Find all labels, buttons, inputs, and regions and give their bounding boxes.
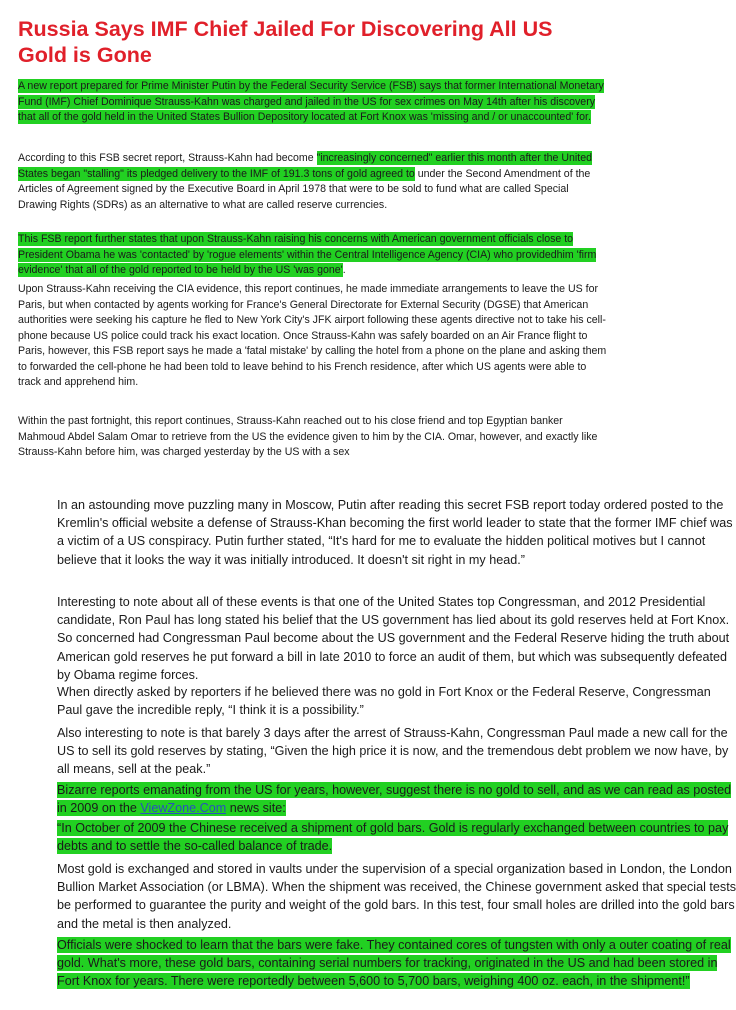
paragraph-fsb-report xyxy=(18,79,608,126)
text: Within the past fortnight, this report continues, Strauss-Kahn reached out to his close friend and top Egyptian banker Mahmoud Abdel Salam Omar to retrieve from the US the evidence given to him by the CIA. Omar, however, and exactly like Strauss-Kahn before him, was charged yesterday by the US with a sex xyxy=(18,415,598,458)
text: Also interesting to note is that barely 3 days after the arrest of Strauss-Kahn, Congressman Paul made a new call for the US to sell its gold reserves by stating, “Given the high price it is now, and the tremendous debt problem we now have, by all means, sell at the peak.” xyxy=(57,726,729,777)
text: In an astounding move puzzling many in Moscow, Putin after reading this secret FSB report today ordered posted to the Kremlin's official website a defense of Strauss-Khan becoming the first world leader to state that the former IMF chief was a victim of a US conspiracy. Putin further stated, “It's hard for me to evaluate the hidden political motives but I cannot believe that it looks the way it was initially introduced. It doesn't sit right in my head.” xyxy=(57,498,733,567)
highlight: This FSB report further states that upon Strauss-Kahn raising his concerns with American government officials close to President Obama he was 'contacted' by 'rogue elements' within the Central Intelligence Agency (CIA) who providedhim 'firm evidence' that all of the gold reported to be held by the US 'was gone' xyxy=(18,233,597,276)
text: According to this FSB secret report, Strauss-Kahn had become xyxy=(18,152,317,164)
top-clipping xyxy=(0,0,736,470)
paragraph-fake-bars xyxy=(57,936,736,991)
viewzone-link[interactable]: ViewZone.Com xyxy=(140,801,227,816)
highlight: "increasingly concerned" earlier this month after the United States began "stalling" its pledged delivery to the IMF of 191.3 tons of gold agreed to xyxy=(18,152,592,180)
paragraph-strauss-kahn-concerned xyxy=(18,151,608,213)
bottom-clipping xyxy=(0,480,736,1010)
paragraph-putin-defense xyxy=(57,496,736,569)
text: Interesting to note about all of these events is that one of the United States top Congressman, and 2012 Presidential candidate, Ron Paul has long stated his belief that the US government has lied about its gold reserves held at Fort Knox. So concerned had Congressman Paul become about the US government and the Federal Reserve hiding the truth about American gold reserves he put forward a bill in late 2010 to force an audit of them, but which was subsequently defeated by Obama regime forces. xyxy=(57,595,730,682)
paragraph-viewzone xyxy=(57,781,736,817)
highlight: Officials were shocked to learn that the bars were fake. They contained cores of tungsten with only a outer coating of real gold. What's more, these gold bars, containing serial numbers for tracking, originated in the US and had been stored in Fort Knox for years. There were reportedly between 5,600 to 5,700 bars, weighing 400 oz. each, in the shipment!” xyxy=(57,938,731,989)
paragraph-cia-evidence xyxy=(18,232,608,279)
paragraph-china-shipment xyxy=(57,819,736,855)
clipping-divider xyxy=(0,470,736,480)
text: under the Second Amendment of the Articles of Agreement signed by the Executive Board in April 1978 that were to be sold to fund what are called Special Drawing Rights (SDRs) as an alternative to what are called reserve currencies. xyxy=(18,167,591,211)
article-title: Russia Says IMF Chief Jailed For Discovering All US Gold is Gone xyxy=(18,17,553,67)
paragraph-flight-to-paris xyxy=(18,282,608,391)
highlight: news site: xyxy=(226,801,286,816)
highlight: “In October of 2009 the Chinese received a shipment of gold bars. Gold is regularly exchanged between countries to pay debts and to settle the so-called balance of trade. xyxy=(57,821,729,854)
text: When directly asked by reporters if he believed there was no gold in Fort Knox or the Federal Reserve, Congressman Paul gave the incredible reply, “I think it is a possibility.” xyxy=(57,685,711,718)
paragraph-sell-gold xyxy=(57,724,736,779)
highlight: Bizarre reports emanating from the US for years, however, suggest there is no gold to sell, and as we can read as posted in 2009 on the xyxy=(57,783,732,816)
paragraph-omar xyxy=(18,414,608,461)
paragraph-paul-reply xyxy=(57,683,736,719)
text: . xyxy=(342,264,346,276)
paragraph-ron-paul xyxy=(57,593,736,684)
text: Most gold is exchanged and stored in vaults under the supervision of a special organization based in London, the London Bullion Market Association (or LBMA). When the shipment was received, the Chinese government asked that special tests be performed to guarantee the purity and weight of the gold bars. In this test, four small holes are drilled into the gold bars and the metal is then analyzed. xyxy=(57,862,736,931)
paragraph-lbma xyxy=(57,860,736,933)
text: Upon Strauss-Kahn receiving the CIA evidence, this report continues, he made immediate arrangements to leave the US for Paris, but when contacted by agents working for France's General Directorate for External Security (DGSE) that American authorities were seeking his capture he fled to New York City's JFK airport following these agents directive not to take his cell-phone because US police could track his exact location. Once Strauss-Kahn was safely boarded on an Air France flight to Paris, however, this FSB report says he made a 'fatal mistake' by calling the hotel from a phone on the plane and asking them to forwarded the cell-phone he had been told to leave behind to his French residence, after which US agents were able to track and apprehend him. xyxy=(18,283,607,388)
highlight: A new report prepared for Prime Minister Putin by the Federal Security Service (FSB) says that former International Monetary Fund (IMF) Chief Dominique Strauss-Kahn was charged and jailed in the US for sex crimes on May 14th after his discovery that all of the gold held in the United States Bullion Depository located at Fort Knox was 'missing and / or unaccounted' for. xyxy=(18,80,604,123)
